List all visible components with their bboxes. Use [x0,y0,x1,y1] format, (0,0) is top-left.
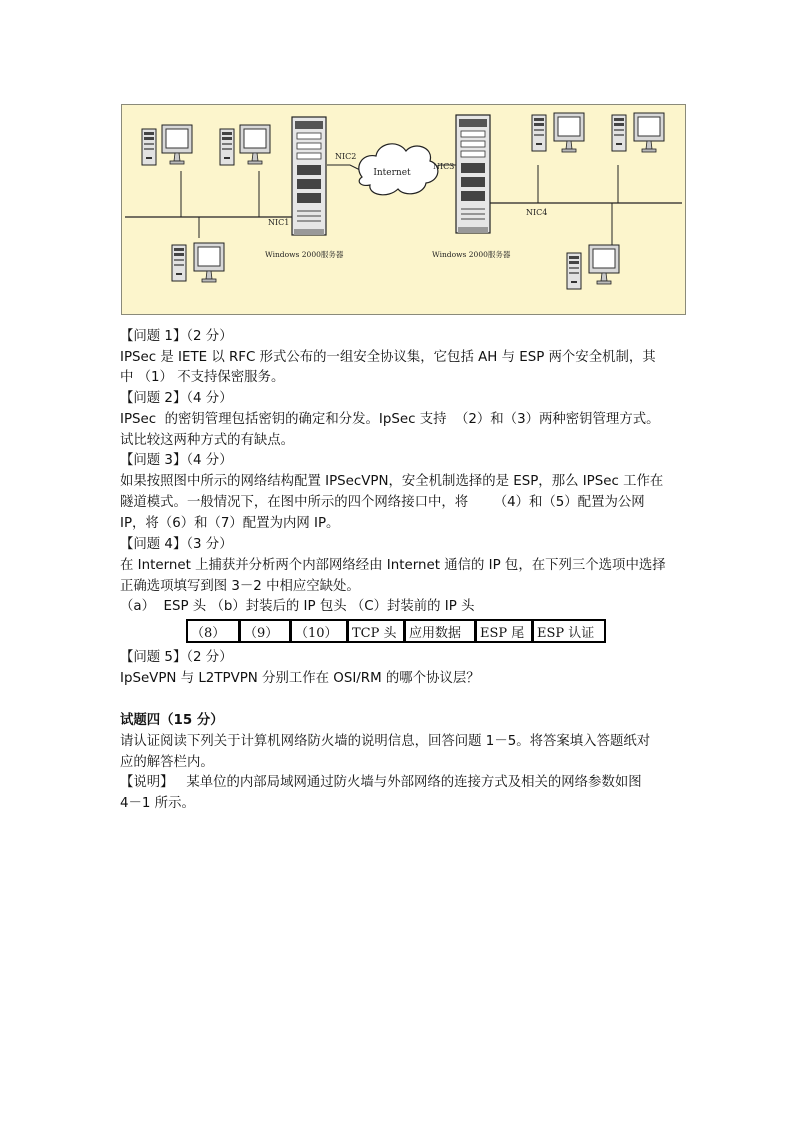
q2-heading: 【问题 2】（4 分） [120,391,233,406]
nic3-label: NIC3 [433,162,455,171]
q4-options: （a） ESP 头 （b）封装后的 IP 包头 （C）封装前的 IP 头 [120,599,475,614]
q1-text-line1: IPSec 是 IETE 以 RFC 形式公布的一组安全协议集，它包括 AH 与 ESP 两个安全机制，其 [120,350,656,365]
nic1-label: NIC1 [268,218,290,227]
section4-text-line1: 请认证阅读下列关于计算机网络防火墙的说明信息，回答问题 1－5。将答案填入答题纸对 [120,734,651,749]
q3-text-line1: 如果按照图中所示的网络结构配置 IPSecVPN，安全机制选择的是 ESP，那么 IPSec 工作在 [120,474,664,489]
nic2-label: NIC2 [335,152,357,161]
packet-format-table [186,619,606,643]
q3-text-line3: IP，将（6）和（7）配置为内网 IP。 [120,516,340,531]
nic4-label: NIC4 [526,208,548,217]
server-left-caption: Windows 2000服务器 [265,250,344,259]
q4-text-line1: 在 Internet 上捕获并分析两个内部网络经由 Internet 通信的 IP 包，在下列三个选项中选择 [120,558,666,573]
packet-cell-tcp-header: TCP 头 [348,620,405,643]
packet-cell-10: （10） [291,620,348,643]
server-left [292,117,326,235]
packet-cell-esp-trailer: ESP 尾 [476,620,533,643]
table-row [187,620,606,643]
q3-heading: 【问题 3】（4 分） [120,453,233,468]
q4-heading: 【问题 4】（3 分） [120,537,233,552]
q1-heading: 【问题 1】（2 分） [120,329,233,344]
server-right [456,115,490,233]
q2-text-line2: 试比较这两种方式的有缺点。 [120,433,295,448]
q2-text-line1: IPSec 的密钥管理包括密钥的确定和分发。IpSec 支持 （2）和（3）两种密钥管理方式。 [120,412,660,427]
packet-cell-8: （8） [187,620,240,643]
section4-text-line2: 应的解答栏内。 [120,755,214,770]
section4-note-line1: 【说明】 某单位的内部局域网通过防火墙与外部网络的连接方式及相关的网络参数如图 [120,775,642,790]
section4-note-line2: 4－1 所示。 [120,796,195,811]
packet-cell-esp-auth: ESP 认证 [533,620,606,643]
internet-label: Internet [373,168,411,178]
packet-cell-9: （9） [240,620,291,643]
network-diagram [121,104,686,315]
section4-title: 试题四（15 分） [120,713,224,728]
q5-text-line1: IpSeVPN 与 L2TPVPN 分别工作在 OSI/RM 的哪个协议层？ [120,671,480,686]
q1-text-line2: 中 （1） 不支持保密服务。 [120,370,285,385]
q3-text-line2: 隧道模式。一般情况下，在图中所示的四个网络接口中，将 （4）和（5）配置为公网 [120,495,645,510]
q5-heading: 【问题 5】（2 分） [120,650,233,665]
packet-cell-app-data: 应用数据 [405,620,476,643]
q4-text-line2: 正确选项填写到图 3－2 中相应空缺处。 [120,579,360,594]
server-right-caption: Windows 2000服务器 [432,250,511,259]
